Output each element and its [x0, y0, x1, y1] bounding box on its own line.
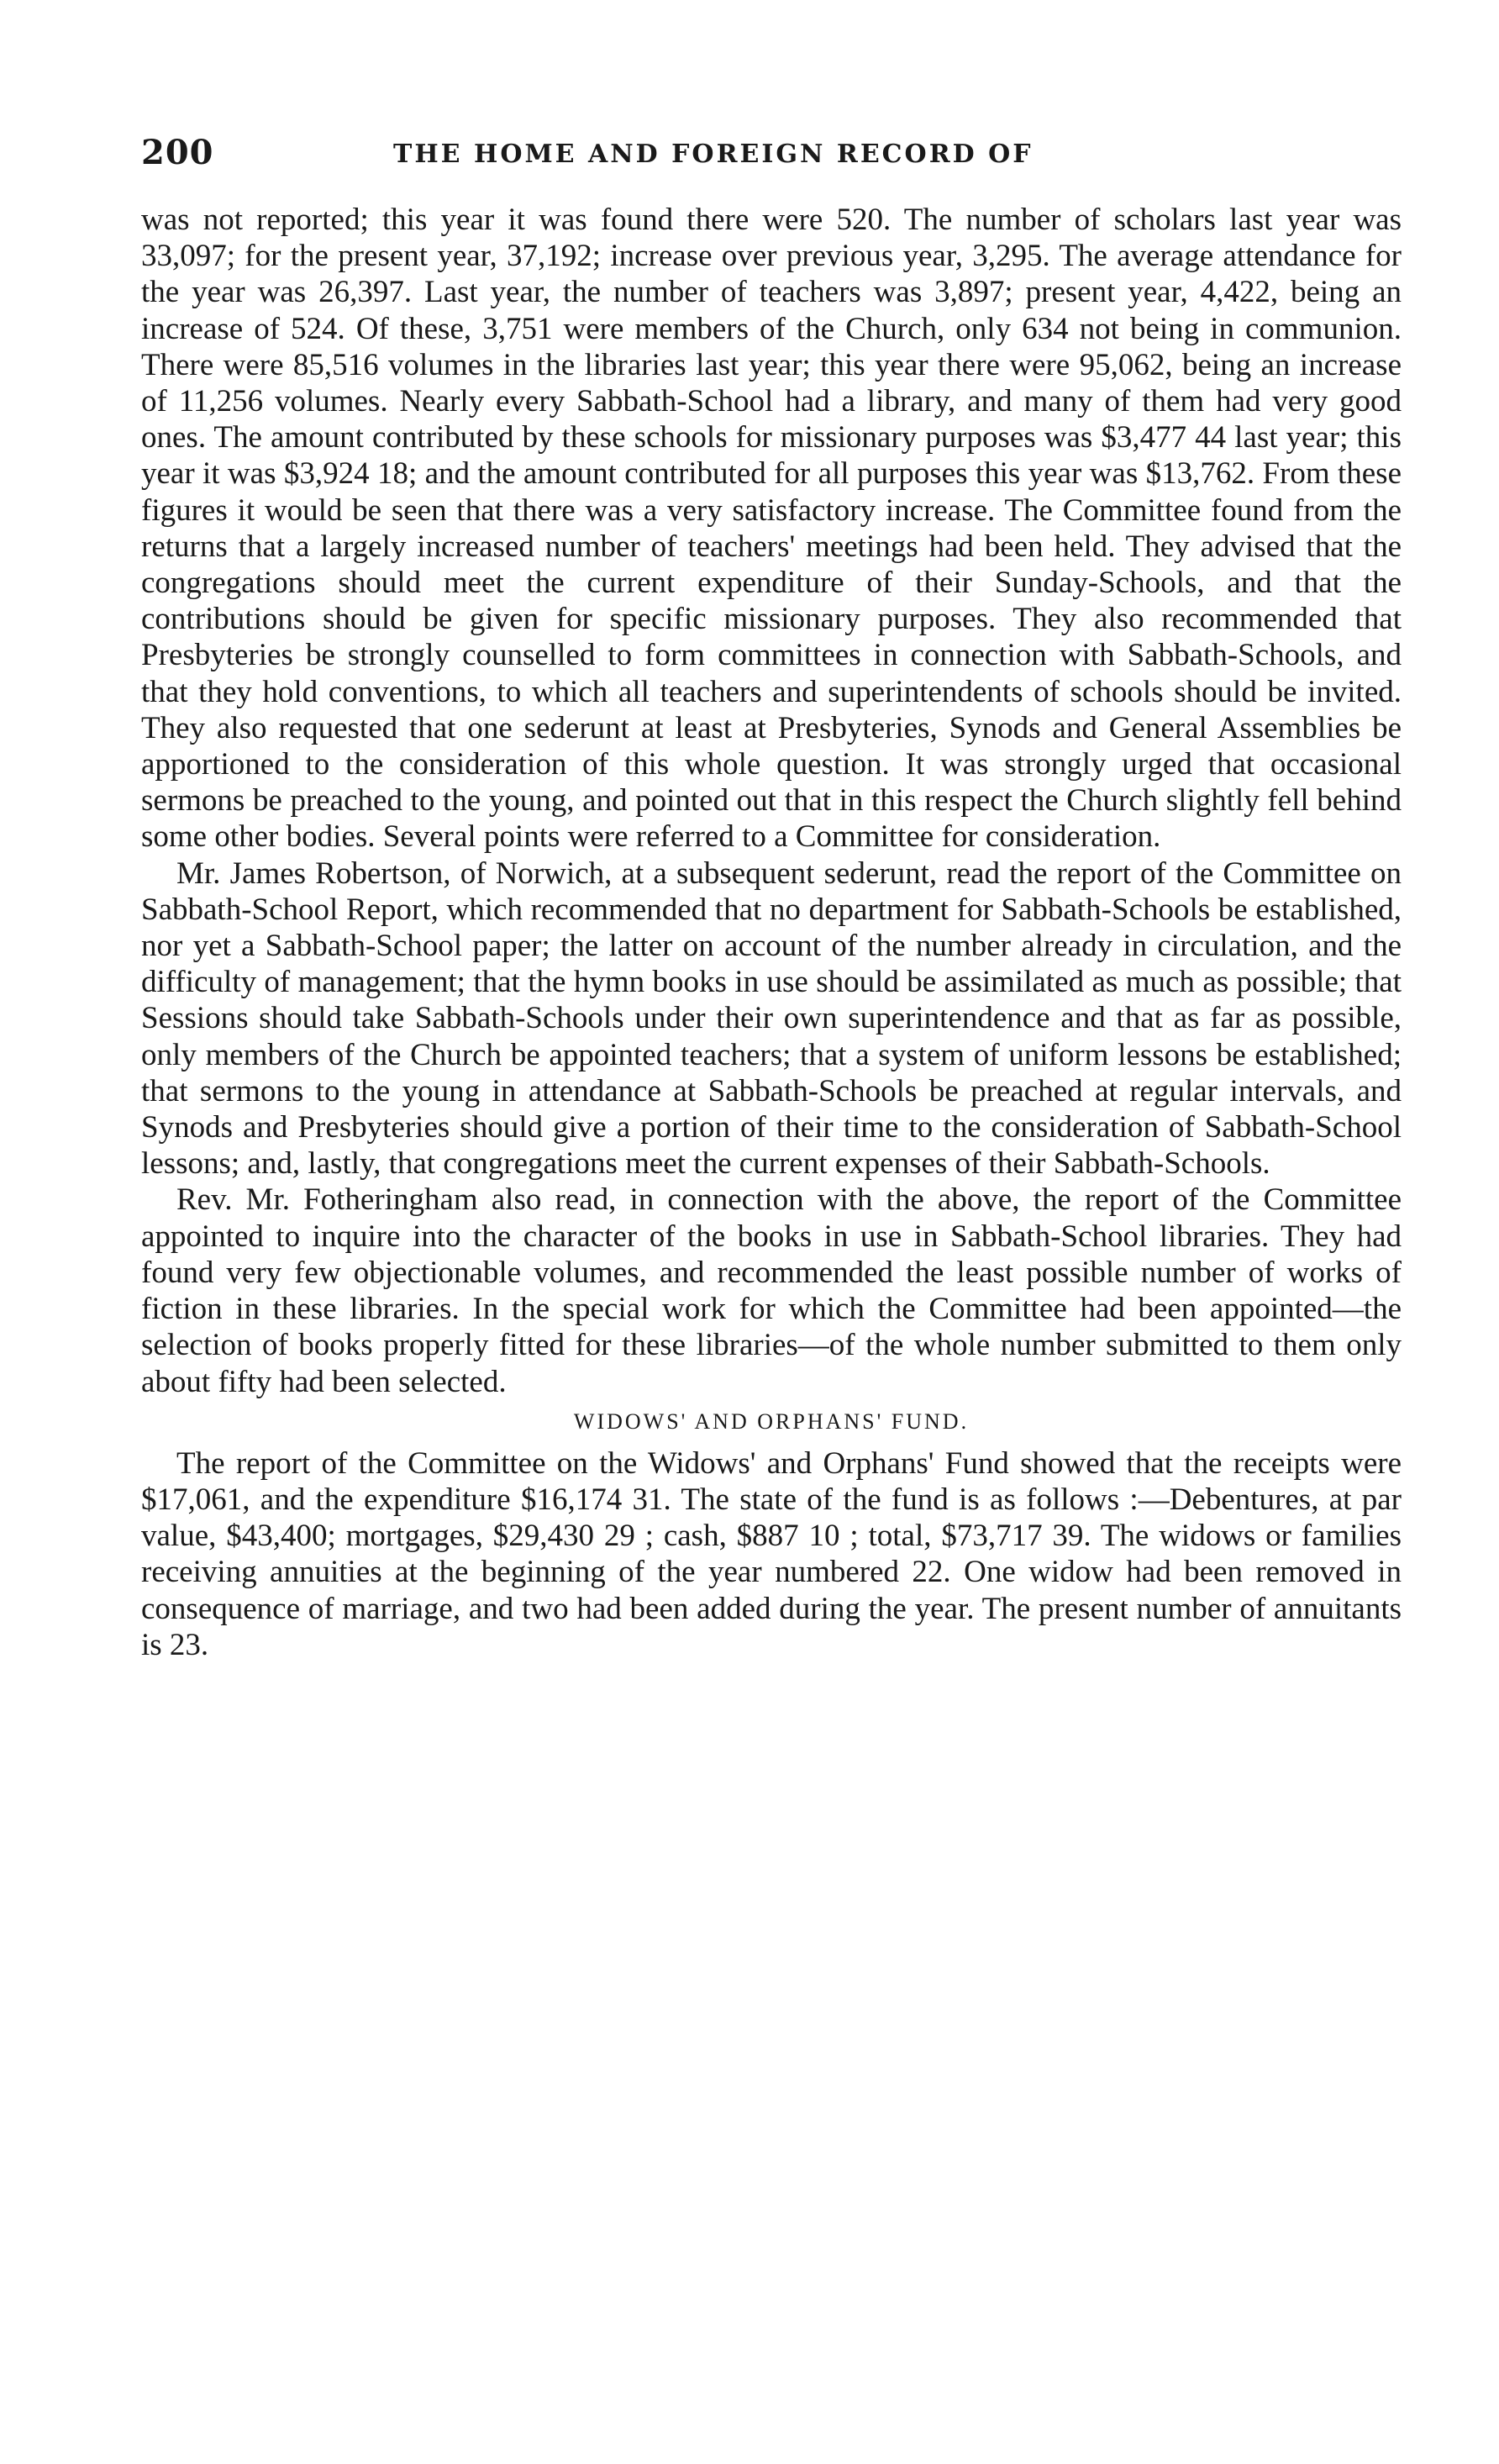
running-head — [141, 133, 1402, 183]
page-number: 200 — [141, 133, 214, 172]
book-page — [141, 133, 1402, 1663]
section-heading-widows-orphans-fund: WIDOWS' AND ORPHANS' FUND. — [573, 1408, 970, 1434]
paragraph-fotheringham-report: Rev. Mr. Fotheringham also read, in connection with the above, the report of the Committee appointed to inquire into the character of the books in use in Sabbath-School libraries. They had found very few objectionable volumes, and recommended the least possible number of works of fiction in these libraries. In the special work for which the Committee had been appointed—the selection of books properly fitted for these libraries—of the whole number submitted to them only about fifty had been selected. — [141, 1182, 1402, 1399]
paragraph-widows-orphans-fund: The report of the Committee on the Widows' and Orphans' Fund showed that the receipts were $17,061, and the expenditure $16,174 31. The state of the fund is as follows :—Debentures, at par value, $43,400; mortgages, $29,430 29 ; cash, $887 10 ; total, $73,717 39. The widows or families receiving annuities at the beginning of the year numbered 22. One widow had been removed in consequence of marriage, and two had been added during the year. The present number of annuitants is 23. — [141, 1445, 1402, 1662]
paragraph-robertson-report: Mr. James Robertson, of Norwich, at a subsequent sederunt, read the report of the Committee on Sabbath-School Report, which recommended that no department for Sabbath-Schools be established, nor yet a Sabbath-School paper; the latter on account of the number already in circulation, and the difficulty of management; that the hymn books in use should be assimilated as much as possible; that Sessions should take Sabbath-Schools under their own superintendence and that as far as possible, only members of the Church be appointed teachers; that a system of uniform lessons be established; that sermons to the young in attendance at Sabbath-Schools be preached at regular intervals, and Synods and Presbyteries should give a portion of their time to the consideration of Sabbath-School lessons; and, lastly, that congregations meet the current expenses of their Sabbath-Schools. — [141, 856, 1402, 1182]
paragraph-sabbath-school-statistics: was not reported; this year it was found there were 520. The number of scholars last year was 33,097; for the present year, 37,192; increase over previous year, 3,295. The average attendance for the year was 26,397. Last year, the number of teachers was 3,897; present year, 4,422, being an increase of 524. Of these, 3,751 were members of the Church, only 634 not being in communion. There were 85,516 volumes in the libraries last year; this year there were 95,062, being an increase of 11,256 volumes. Nearly every Sabbath-School had a library, and many of them had very good ones. The amount contributed by these schools for missionary purposes was $3,477 44 last year; this year it was $3,924 18; and the amount contributed for all purposes this year was $13,762. From these figures it would be seen that there was a very satisfactory increase. The Committee found from the returns that a largely increased number of teachers' meetings had been held. They advised that the congregations should meet the current expenditure of their Sunday-Schools, and that the contributions should be given for specific missionary purposes. They also recommended that Presbyteries be strongly counselled to form committees in connection with Sabbath-Schools, and that they hold conventions, to which all teachers and superintendents of schools should be invited. They also requested that one sederunt at least at Presbyteries, Synods and General Assemblies be apportioned to the consideration of this whole question. It was strongly urged that occasional sermons be preached to the young, and pointed out that in this respect the Church slightly fell behind some other bodies. Several points were referred to a Committee for consideration. — [141, 203, 1402, 855]
running-title: THE HOME AND FOREIGN RECORD OF — [393, 140, 1034, 169]
